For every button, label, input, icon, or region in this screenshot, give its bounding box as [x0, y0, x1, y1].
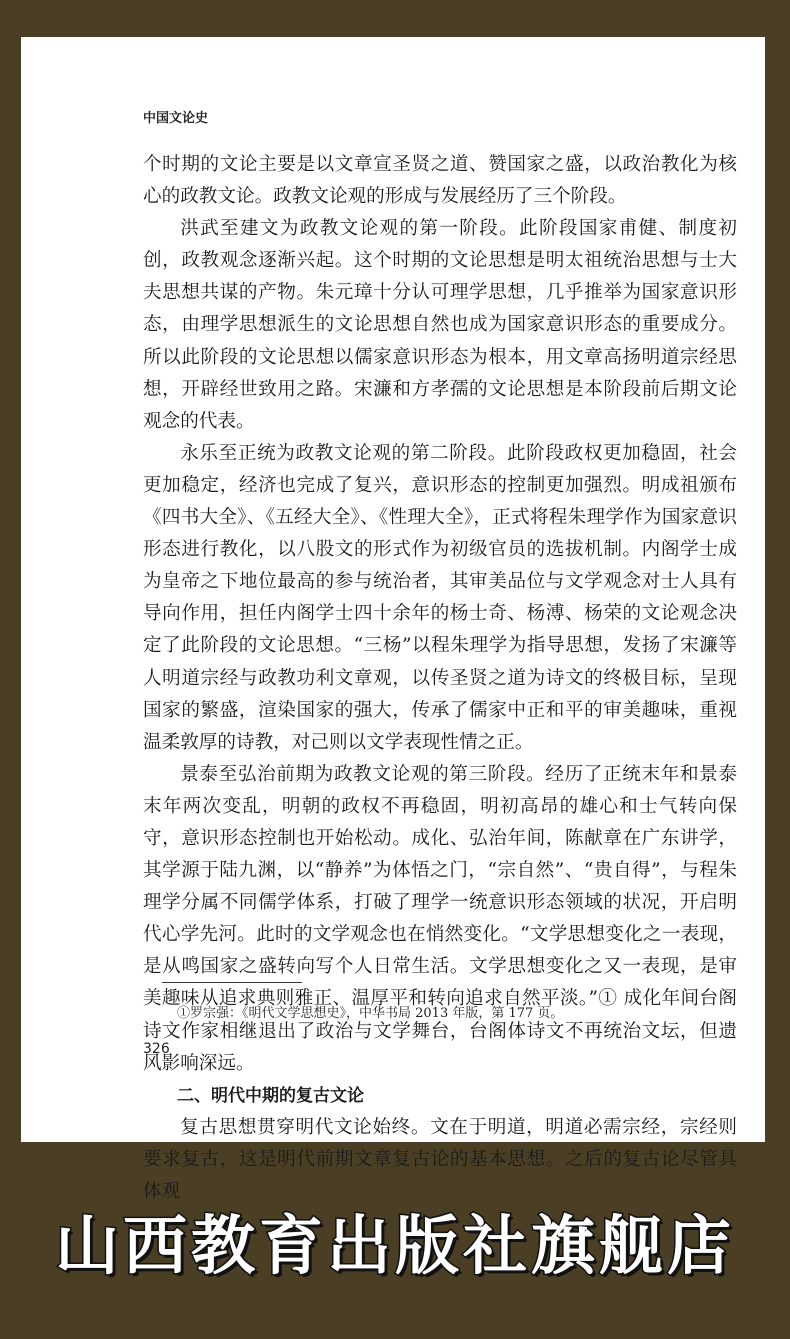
book-page	[21, 37, 765, 1202]
store-banner	[0, 1142, 790, 1339]
page-number: 326	[143, 1041, 170, 1057]
paragraph: 洪武至建文为政教文论观的第一阶段。此阶段国家甫健、制度初创，政教观念逐渐兴起。这个时期的文论思想是明太祖统治思想与士大夫思想共谋的产物。朱元璋十分认可理学思想，几乎推举为国家意识形态，由理学思想派生的文论思想自然也成为国家意识形态的重要成分。所以此阶段的文论思想以儒家意识形态为根本，用文章高扬明道宗经思想，开辟经世致用之路。宋濂和方孝孺的文论思想是本阶段前后期文论观念的代表。	[143, 218, 737, 432]
running-head: 中国文论史	[143, 111, 209, 126]
paragraph: 复古思想贯穿明代文论始终。文在于明道，明道必需宗经，宗经则要求复古，这是明代前期文章复古论的基本思想。之后的复古论尽管具体观	[143, 1116, 737, 1202]
paragraph: 个时期的文论主要是以文章宣圣贤之道、赞国家之盛，以政治教化为核心的政教文论。政教文论观的形成与发展经历了三个阶段。	[143, 154, 737, 208]
section-heading: 二、明代中期的复古文论	[177, 1085, 364, 1106]
footnote-divider	[162, 982, 302, 983]
footnote: ①罗宗强：《明代文学思想史》，中华书局 2013 年版，第 177 页。	[177, 1006, 564, 1021]
body-text	[143, 149, 737, 1208]
paragraph: 永乐至正统为政教文论观的第二阶段。此阶段政权更加稳固，社会更加稳定，经济也完成了复兴，意识形态的控制更加强烈。明成祖颁布《四书大全》、《五经大全》、《性理大全》，正式将程朱理学作为国家意识形态进行教化，以八股文的形式作为初级官员的选拔机制。内阁学士成为皇帝之下地位最高的参与统治者，其审美品位与文学观念对士人具有导向作用，担任内阁学士四十余年的杨士奇、杨溥、杨荣的文论观念决定了此阶段的文论思想。“三杨”以程朱理学为指导思想，发扬了宋濂等人明道宗经与政教功利文章观，以传圣贤之道为诗文的终极目标，呈现国家的繁盛，渲染国家的强大，传承了儒家中正和平的审美趣味，重视温柔敦厚的诗教，对己则以文学表现性情之正。	[143, 442, 737, 753]
paragraph: 景泰至弘治前期为政教文论观的第三阶段。经历了正统末年和景泰末年两次变乱，明朝的政权不再稳固，明初高昂的雄心和士气转向保守，意识形态控制也开始松动。成化、弘治年间，陈献章在广东讲学，其学源于陆九渊，以“静养”为体悟之门，“宗自然”、“贵自得”，与程朱理学分属不同儒学体系，打破了理学一统意识形态领域的状况，开启明代心学先河。此时的文学观念也在悄然变化。“文学思想变化之一表现，是从鸣国家之盛转向写个人日常生活。文学思想变化之又一表现，是审美趣味从追求典则雅正、温厚平和转向追求自然平淡。”① 成化年间台阁诗文作家相继退出了政治与文学舞台，台阁体诗文不再统治文坛，但遗风影响深远。	[143, 763, 737, 1074]
store-name: 山西教育出版社旗舰店	[55, 1209, 735, 1284]
